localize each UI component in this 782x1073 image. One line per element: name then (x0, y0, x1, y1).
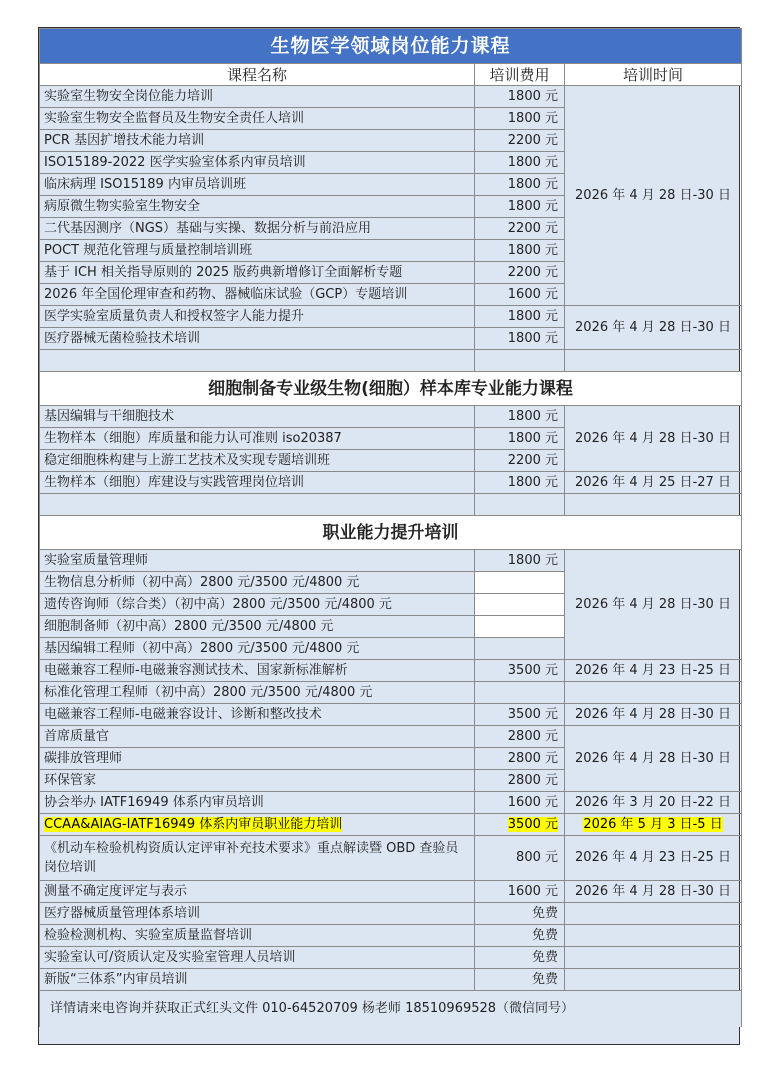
course-date (565, 814, 742, 836)
course-fee: 1600 元 (475, 284, 565, 306)
course-name (40, 814, 475, 836)
course-name: 实验室生物安全监督员及生物安全责任人培训 (40, 108, 475, 130)
course-fee: 1800 元 (475, 152, 565, 174)
course-date-empty (565, 903, 742, 925)
course-name: 基因编辑与干细胞技术 (40, 406, 475, 428)
course-date: 2026 年 4 月 28 日-30 日 (565, 406, 742, 472)
table-row (40, 792, 742, 814)
contact-footer: 详情请来电咨询并获取正式红头文件 010-64520709 杨老师 18510969528（微信同号） (40, 991, 742, 1028)
course-fee: 2200 元 (475, 450, 565, 472)
course-fee: 1800 元 (475, 472, 565, 494)
course-fee: 1800 元 (475, 428, 565, 450)
course-name: 病原微生物实验室生物安全 (40, 196, 475, 218)
course-name: PCR 基因扩增技术能力培训 (40, 130, 475, 152)
table-row (40, 881, 742, 903)
course-name: 2026 年全国伦理审查和药物、器械临床试验（GCP）专题培训 (40, 284, 475, 306)
highlight-text: 3500 元 (507, 816, 558, 832)
course-fee: 800 元 (475, 836, 565, 881)
course-fee (475, 594, 565, 616)
course-date-empty (565, 682, 742, 704)
course-name: 医学实验室质量负责人和授权签字人能力提升 (40, 306, 475, 328)
course-date-empty (565, 969, 742, 991)
course-name: 医疗器械质量管理体系培训 (40, 903, 475, 925)
course-date-empty (565, 947, 742, 969)
course-name: POCT 规范化管理与质量控制培训班 (40, 240, 475, 262)
course-name: 临床病理 ISO15189 内审员培训班 (40, 174, 475, 196)
course-fee: 2200 元 (475, 130, 565, 152)
course-fee: 1800 元 (475, 108, 565, 130)
highlight-text: CCAA&AIAG-IATF16949 体系内审员职业能力培训 (44, 816, 343, 832)
table-row (40, 969, 742, 991)
table-row (40, 704, 742, 726)
spacer-row (40, 494, 742, 516)
course-name: 首席质量官 (40, 726, 475, 748)
course-name: 二代基因测序（NGS）基础与实操、数据分析与前沿应用 (40, 218, 475, 240)
course-fee: 1800 元 (475, 550, 565, 572)
section1-title: 生物医学领域岗位能力课程 (40, 29, 742, 64)
course-name: 实验室生物安全岗位能力培训 (40, 86, 475, 108)
table-row (40, 306, 742, 328)
course-name: 碳排放管理师 (40, 748, 475, 770)
course-name: 基于 ICH 相关指导原则的 2025 版药典新增修订全面解析专题 (40, 262, 475, 284)
course-name: 稳定细胞株构建与上游工艺技术及实现专题培训班 (40, 450, 475, 472)
course-name: 生物样本（细胞）库质量和能力认可准则 iso20387 (40, 428, 475, 450)
course-date: 2026 年 4 月 23 日-25 日 (565, 660, 742, 682)
table-row (40, 660, 742, 682)
course-fee (475, 638, 565, 660)
course-name: 电磁兼容工程师-电磁兼容测试技术、国家新标准解析 (40, 660, 475, 682)
course-name: 遗传咨询师（综合类）（初中高）2800 元/3500 元/4800 元 (40, 594, 475, 616)
course-fee: 1800 元 (475, 306, 565, 328)
course-name: 实验室质量管理师 (40, 550, 475, 572)
table-row (40, 947, 742, 969)
course-table (39, 28, 742, 1027)
table-row (40, 682, 742, 704)
course-date: 2026 年 4 月 28 日-30 日 (565, 306, 742, 350)
course-fee: 免费 (475, 925, 565, 947)
course-fee (475, 682, 565, 704)
course-date: 2026 年 4 月 28 日-30 日 (565, 550, 742, 660)
course-name: ISO15189-2022 医学实验室体系内审员培训 (40, 152, 475, 174)
course-name: 医疗器械无菌检验技术培训 (40, 328, 475, 350)
course-fee: 1800 元 (475, 240, 565, 262)
course-fee: 1800 元 (475, 86, 565, 108)
header-fee: 培训费用 (475, 64, 565, 86)
course-name: 基因编辑工程师（初中高）2800 元/3500 元/4800 元 (40, 638, 475, 660)
table-row (40, 903, 742, 925)
section2-title: 细胞制备专业级生物(细胞）样本库专业能力课程 (40, 372, 742, 406)
course-name: 细胞制备师（初中高）2800 元/3500 元/4800 元 (40, 616, 475, 638)
table-row (40, 472, 742, 494)
course-name: 标准化管理工程师（初中高）2800 元/3500 元/4800 元 (40, 682, 475, 704)
table-row (40, 726, 742, 748)
course-name: 测量不确定度评定与表示 (40, 881, 475, 903)
spacer-row (40, 350, 742, 372)
header-name: 课程名称 (40, 64, 475, 86)
course-fee: 免费 (475, 947, 565, 969)
course-fee: 1800 元 (475, 328, 565, 350)
course-fee: 2800 元 (475, 726, 565, 748)
course-name: 《机动车检验机构资质认定评审补充技术要求》重点解读暨 OBD 查验员岗位培训 (40, 836, 475, 881)
course-fee: 1800 元 (475, 174, 565, 196)
highlight-text: 2026 年 5 月 3 日-5 日 (583, 816, 723, 832)
course-fee: 免费 (475, 969, 565, 991)
table-row (40, 836, 742, 881)
course-name: 检验检测机构、实验室质量监督培训 (40, 925, 475, 947)
course-date: 2026 年 4 月 25 日-27 日 (565, 472, 742, 494)
course-fee (475, 616, 565, 638)
course-name: 生物样本（细胞）库建设与实践管理岗位培训 (40, 472, 475, 494)
course-date-empty (565, 925, 742, 947)
course-fee (475, 572, 565, 594)
section3-title: 职业能力提升培训 (40, 516, 742, 550)
course-fee: 2800 元 (475, 748, 565, 770)
course-name: 实验室认可/资质认定及实验室管理人员培训 (40, 947, 475, 969)
table-row (40, 550, 742, 572)
course-date: 2026 年 4 月 28 日-30 日 (565, 726, 742, 792)
course-date: 2026 年 4 月 28 日-30 日 (565, 704, 742, 726)
course-fee (475, 814, 565, 836)
course-fee: 1600 元 (475, 792, 565, 814)
table-row (40, 406, 742, 428)
course-fee: 2200 元 (475, 218, 565, 240)
course-fee: 2800 元 (475, 770, 565, 792)
table-row-highlighted (40, 814, 742, 836)
course-date: 2026 年 4 月 28 日-30 日 (565, 881, 742, 903)
course-fee: 1600 元 (475, 881, 565, 903)
course-fee: 免费 (475, 903, 565, 925)
course-fee: 1800 元 (475, 196, 565, 218)
table-row (40, 925, 742, 947)
course-name: 环保管家 (40, 770, 475, 792)
course-date: 2026 年 3 月 20 日-22 日 (565, 792, 742, 814)
course-fee: 2200 元 (475, 262, 565, 284)
course-name: 新版“三体系”内审员培训 (40, 969, 475, 991)
course-fee: 3500 元 (475, 660, 565, 682)
table-row (40, 86, 742, 108)
course-fee: 1800 元 (475, 406, 565, 428)
course-fee: 3500 元 (475, 704, 565, 726)
course-name: 生物信息分析师（初中高）2800 元/3500 元/4800 元 (40, 572, 475, 594)
course-date: 2026 年 4 月 28 日-30 日 (565, 86, 742, 306)
course-name: 电磁兼容工程师-电磁兼容设计、诊断和整改技术 (40, 704, 475, 726)
header-time: 培训时间 (565, 64, 742, 86)
course-name: 协会举办 IATF16949 体系内审员培训 (40, 792, 475, 814)
course-table-container (38, 27, 740, 1045)
course-date: 2026 年 4 月 23 日-25 日 (565, 836, 742, 881)
